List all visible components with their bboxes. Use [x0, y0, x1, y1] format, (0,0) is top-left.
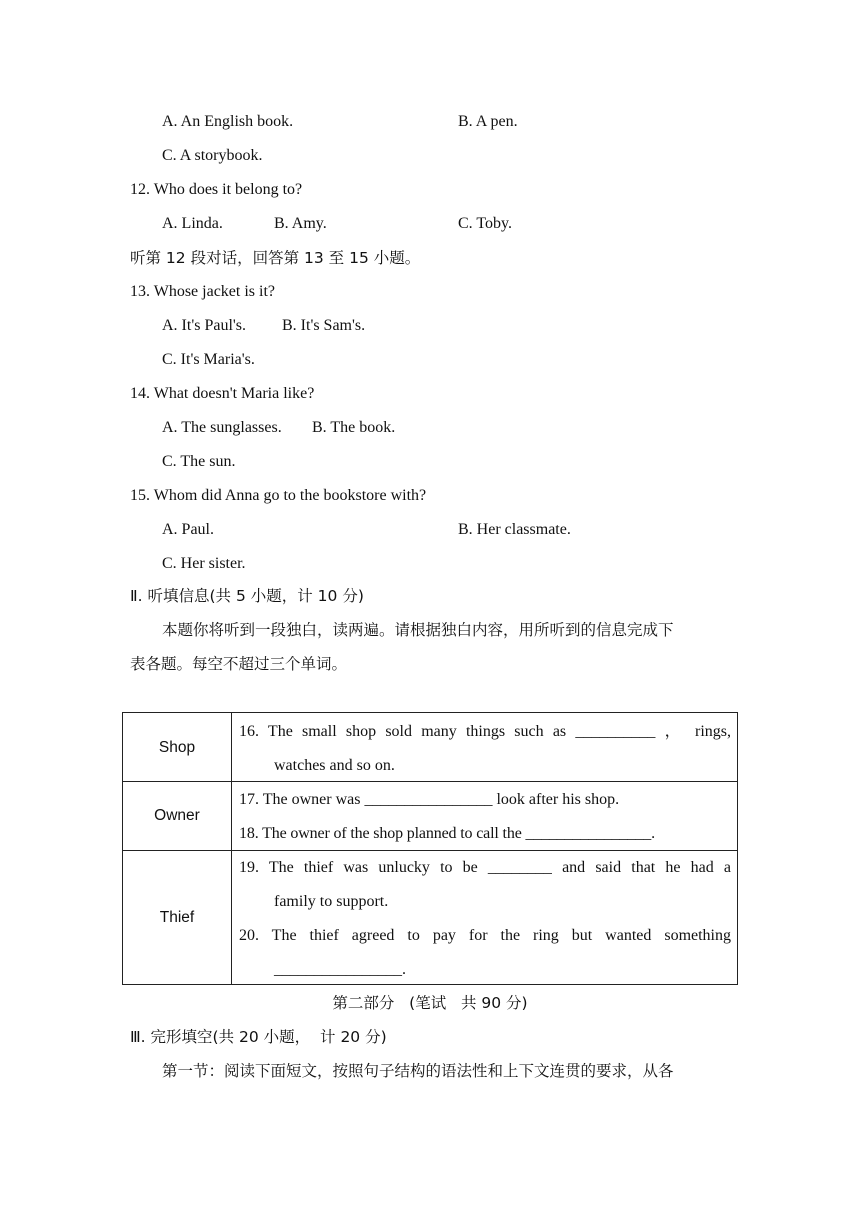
q16-text: 16. The small shop sold many things such as __________ ， rings, [239, 723, 731, 740]
q12-option-c: C. Toby. [458, 215, 512, 232]
q15-option-b: B. Her classmate. [458, 521, 571, 538]
q13-option-c: C. It's Maria's. [162, 351, 255, 368]
section-2-instruction-line-1: 本题你将听到一段独白，读两遍。请根据独白内容，用所听到的信息完成下 [162, 621, 674, 639]
part-2-title: 第二部分 (笔试 共 90 分) [332, 994, 528, 1012]
q15-question: 15. Whom did Anna go to the bookstore with? [130, 487, 427, 504]
q13-option-a: A. It's Paul's. [162, 317, 246, 334]
q20-text: 20. The thief agreed to pay for the ring but wanted something [239, 927, 731, 944]
q12-option-b: B. Amy. [274, 215, 327, 232]
table-row-label-thief: Thief [159, 909, 195, 926]
table-row-label-owner: Owner [154, 807, 200, 824]
q12-question: 12. Who does it belong to? [130, 181, 303, 198]
q17-text: 17. The owner was ________________ look after his shop. [239, 791, 620, 808]
q11-option-b: B. A pen. [458, 113, 518, 130]
section-2-heading: Ⅱ. 听填信息(共 5 小题，计 10 分) [130, 587, 364, 605]
q14-option-b: B. The book. [312, 419, 396, 436]
q18-text: 18. The owner of the shop planned to call the ________________. [239, 825, 655, 842]
q20-text-continued: ________________. [274, 961, 406, 978]
q14-option-c: C. The sun. [162, 453, 236, 470]
q15-option-a: A. Paul. [162, 521, 214, 538]
q16-text-continued: watches and so on. [274, 757, 395, 774]
table-row-label-shop: Shop [158, 739, 196, 756]
q13-question: 13. Whose jacket is it? [130, 283, 275, 300]
q19-text-continued: family to support. [274, 893, 389, 910]
q11-option-a: A. An English book. [162, 113, 294, 130]
q19-text: 19. The thief was unlucky to be ________ and said that he had a [239, 859, 731, 876]
table-column-divider [231, 713, 232, 984]
section-3-heading: Ⅲ. 完形填空(共 20 小题， 计 20 分) [130, 1028, 387, 1046]
dialogue-12-instruction: 听第 12 段对话，回答第 13 至 15 小题。 [130, 249, 421, 267]
q14-option-a: A. The sunglasses. [162, 419, 282, 436]
q12-option-a: A. Linda. [162, 215, 223, 232]
q15-option-c: C. Her sister. [162, 555, 246, 572]
table-row-divider [123, 850, 737, 851]
section-3-instruction-line-1: 第一节：阅读下面短文，按照句子结构的语法性和上下文连贯的要求，从各 [162, 1062, 674, 1080]
table-row-divider [123, 781, 737, 782]
q13-option-b: B. It's Sam's. [282, 317, 366, 334]
listening-info-table [122, 712, 738, 985]
q14-question: 14. What doesn't Maria like? [130, 385, 315, 402]
q11-option-c: C. A storybook. [162, 147, 263, 164]
section-2-instruction-line-2: 表各题。每空不超过三个单词。 [130, 655, 348, 673]
